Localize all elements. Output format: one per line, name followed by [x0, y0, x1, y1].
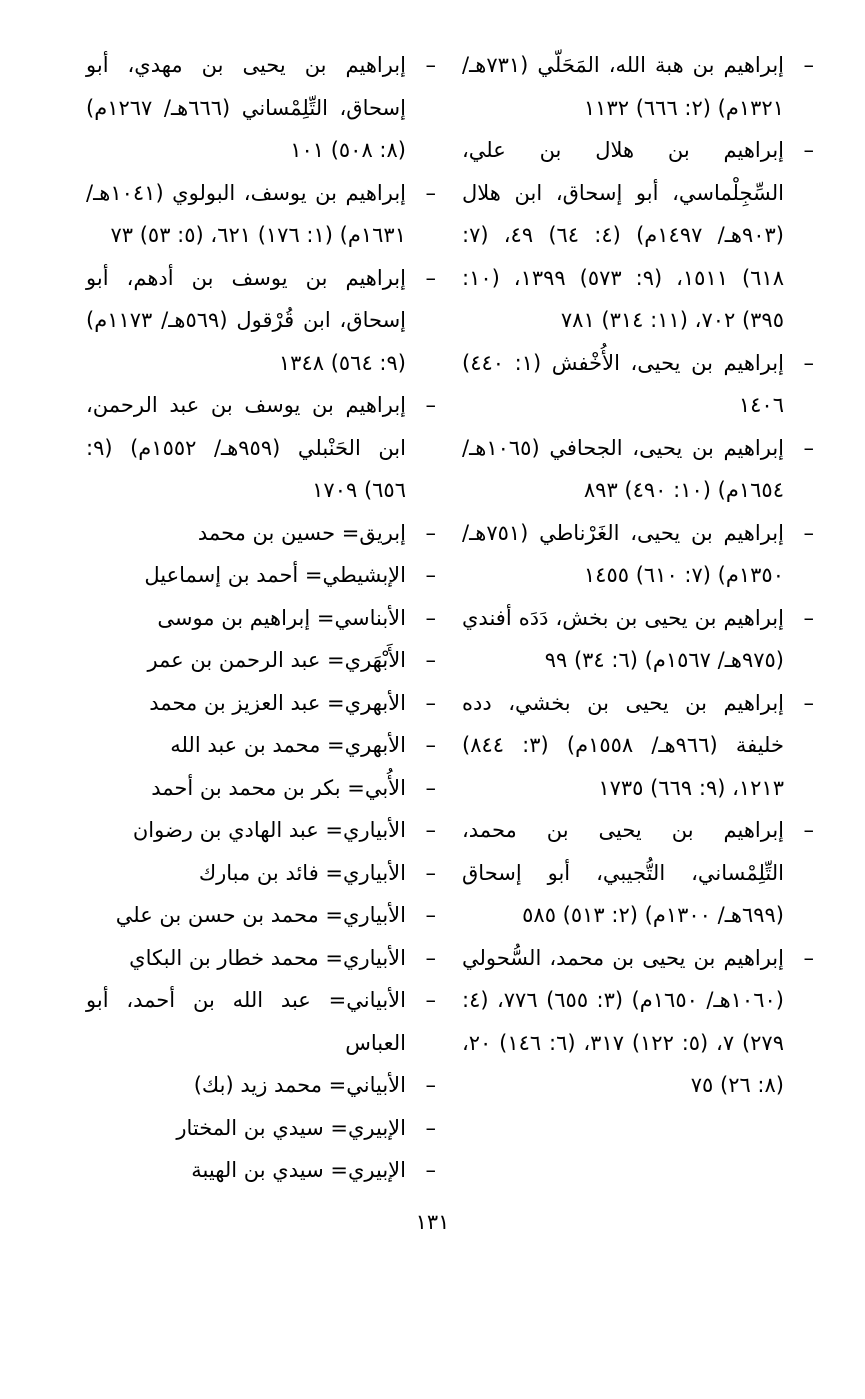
index-entry: – إبراهيم بن يحيى بن محمد، السُّحولي (١٠٦٠هـ/ ١٦٥٠م) (٣: ٦٥٥) ٧٧٦، (٤: ٢٧٩) ٧، (٥: ١٢٢) ٣١٧، (٦: ١٤٦) ٢٠، (٨: ٢٦) ٧٥ [462, 937, 814, 1107]
cross-reference-entry: – الأبياري= محمد بن حسن بن علي [86, 894, 436, 937]
index-entry: – إبراهيم بن يحيى، الأُخْفش (١: ٤٤٠) ١٤٠٦ [462, 342, 814, 427]
cross-reference-entry: – الأبهري= محمد بن عبد الله [86, 724, 436, 767]
cross-reference-entry: – الأبياري= محمد خطار بن البكاي [86, 937, 436, 980]
index-entry: – إبراهيم بن يوسف بن عبد الرحمن، ابن الحَنْبلي (٩٥٩هـ/ ١٥٥٢م) (٩: ٦٥٦) ١٧٠٩ [86, 384, 436, 512]
cross-reference-entry: – الإبيري= سيدي بن المختار [86, 1107, 436, 1150]
cross-reference-entry: – الأبياري= فائد بن مبارك [86, 852, 436, 895]
index-entry: – إبراهيم بن يحيى، الغَرْناطي (٧٥١هـ/ ١٣٥٠م) (٧: ٦١٠) ١٤٥٥ [462, 512, 814, 597]
cross-reference-entry: – الإبيري= سيدي بن الهيبة [86, 1149, 436, 1192]
cross-reference-entry: – الأبناسي= إبراهيم بن موسى [86, 597, 436, 640]
index-entry: – إبراهيم بن يحيى، الجحافي (١٠٦٥هـ/ ١٦٥٤م) (١٠: ٤٩٠) ٨٩٣ [462, 427, 814, 512]
page-number: ١٣١ [415, 1210, 450, 1234]
index-entry: – إبراهيم بن يحيى بن مهدي، أبو إسحاق، التِّلِمْساني (٦٦٦هـ/ ١٢٦٧م) (٨: ٥٠٨) ١٠١ [86, 44, 436, 172]
cross-reference-entry: – الأبياري= عبد الهادي بن رضوان [86, 809, 436, 852]
cross-reference-entry: – الأُبي= بكر بن محمد بن أحمد [86, 767, 436, 810]
index-entry: – إبراهيم بن يوسف، البولوي (١٠٤١هـ/ ١٦٣١م) (١: ١٧٦) ٦٢١، (٥: ٥٣) ٧٣ [86, 172, 436, 257]
index-entry: – إبراهيم بن هبة الله، المَحَلّي (٧٣١هـ/ ١٣٢١م) (٢: ٦٦٦) ١١٣٢ [462, 44, 814, 129]
cross-reference-entry: – الأبياني= محمد زيد (بك) [86, 1064, 436, 1107]
cross-reference-entry: – الأَبْهَري= عبد الرحمن بن عمر [86, 639, 436, 682]
index-entry: – إبراهيم بن هلال بن علي، السِّجِلْماسي، أبو إسحاق، ابن هلال (٩٠٣هـ/ ١٤٩٧م) (٤: ٦٤) ٤٩، (٧: ٦١٨) ١٥١١، (٩: ٥٧٣) ١٣٩٩، (١٠: ٣٩٥) ٧٠٢، (١١: ٣١٤) ٧٨١ [462, 129, 814, 342]
index-column-right [462, 44, 814, 1107]
cross-reference-entry: – الأبياني= عبد الله بن أحمد، أبو العباس [86, 979, 436, 1064]
cross-reference-entry: – إبريق= حسين بن محمد [86, 512, 436, 555]
index-entry: – إبراهيم بن يحيى بن بخشي، دده خليفة (٩٦٦هـ/ ١٥٥٨م) (٣: ٨٤٤) ١٢١٣، (٩: ٦٦٩) ١٧٣٥ [462, 682, 814, 810]
index-column-left [86, 44, 436, 1192]
index-entry: – إبراهيم بن يوسف بن أدهم، أبو إسحاق، ابن قُرْقول (٥٦٩هـ/ ١١٧٣م) (٩: ٥٦٤) ١٣٤٨ [86, 257, 436, 385]
cross-reference-entry: – الإبشيطي= أحمد بن إسماعيل [86, 554, 436, 597]
index-entry: – إبراهيم بن يحيى بن محمد، التِّلِمْساني، التُّجيبي، أبو إسحاق (٦٩٩هـ/ ١٣٠٠م) (٢: ٥١٣) ٥٨٥ [462, 809, 814, 937]
cross-reference-entry: – الأبهري= عبد العزيز بن محمد [86, 682, 436, 725]
index-entry: – إبراهيم بن يحيى بن بخش، دَدَه أفندي (٩٧٥هـ/ ١٥٦٧م) (٦: ٣٤) ٩٩ [462, 597, 814, 682]
